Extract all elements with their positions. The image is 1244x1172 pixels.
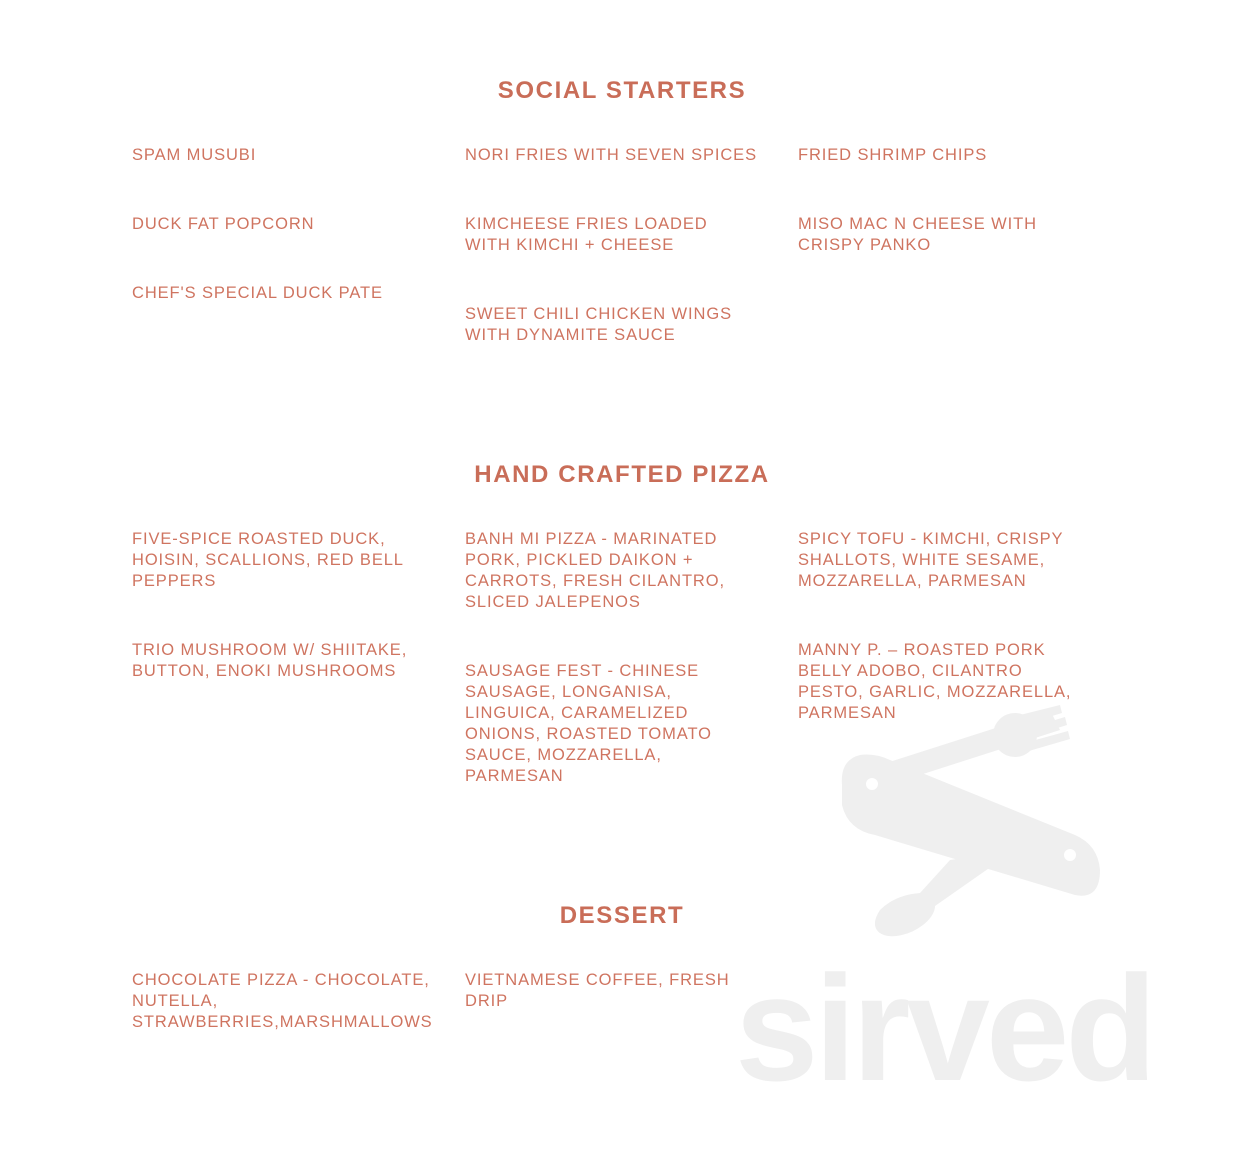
menu-item: SPICY TOFU - KIMCHI, CRISPY SHALLOTS, WHITE SESAME, MOZZARELLA, PARMESAN bbox=[798, 530, 1064, 590]
menu-item: DUCK FAT POPCORN bbox=[132, 215, 315, 233]
section-social-starters bbox=[0, 77, 1244, 105]
menu-item: CHEF'S SPECIAL DUCK PATE bbox=[132, 284, 383, 302]
menu-item: SWEET CHILI CHICKEN WINGS WITH DYNAMITE SAUCE bbox=[465, 305, 732, 344]
menu-item: FIVE-SPICE ROASTED DUCK, HOISIN, SCALLIONS, RED BELL PEPPERS bbox=[132, 530, 404, 590]
menu-item: TRIO MUSHROOM W/ SHIITAKE, BUTTON, ENOKI MUSHROOMS bbox=[132, 641, 408, 680]
menu-item: VIETNAMESE COFFEE, FRESH DRIP bbox=[465, 971, 730, 1010]
menu-item: NORI FRIES WITH SEVEN SPICES bbox=[465, 146, 757, 164]
menu-item: CHOCOLATE PIZZA - CHOCOLATE, NUTELLA, STRAWBERRIES,MARSHMALLOWS bbox=[132, 971, 433, 1031]
menu-item: SPAM MUSUBI bbox=[132, 146, 257, 164]
menu-item: FRIED SHRIMP CHIPS bbox=[798, 146, 988, 164]
section-title: HAND CRAFTED PIZZA bbox=[474, 461, 770, 488]
section-title: DESSERT bbox=[559, 902, 685, 929]
menu-item: MANNY P. – ROASTED PORK BELLY ADOBO, CILANTRO PESTO, GARLIC, MOZZARELLA, PARMESAN bbox=[798, 641, 1072, 722]
menu-item: MISO MAC N CHEESE WITH CRISPY PANKO bbox=[798, 215, 1037, 254]
menu-item: SAUSAGE FEST - CHINESE SAUSAGE, LONGANISA, LINGUICA, CARAMELIZED ONIONS, ROASTED TOMATO SAUCE, MOZZARELLA, PARMESAN bbox=[465, 662, 712, 785]
menu-item: BANH MI PIZZA - MARINATED PORK, PICKLED DAIKON + CARROTS, FRESH CILANTRO, SLICED JALEPENOS bbox=[465, 530, 725, 611]
sirved-wordmark: sirved bbox=[735, 944, 1153, 1095]
section-dessert bbox=[0, 902, 1244, 930]
menu-item: KIMCHEESE FRIES LOADED WITH KIMCHI + CHEESE bbox=[465, 215, 708, 254]
section-title: SOCIAL STARTERS bbox=[497, 77, 747, 104]
section-hand-crafted-pizza bbox=[0, 461, 1244, 489]
sirved-watermark-logo bbox=[730, 695, 1200, 1095]
